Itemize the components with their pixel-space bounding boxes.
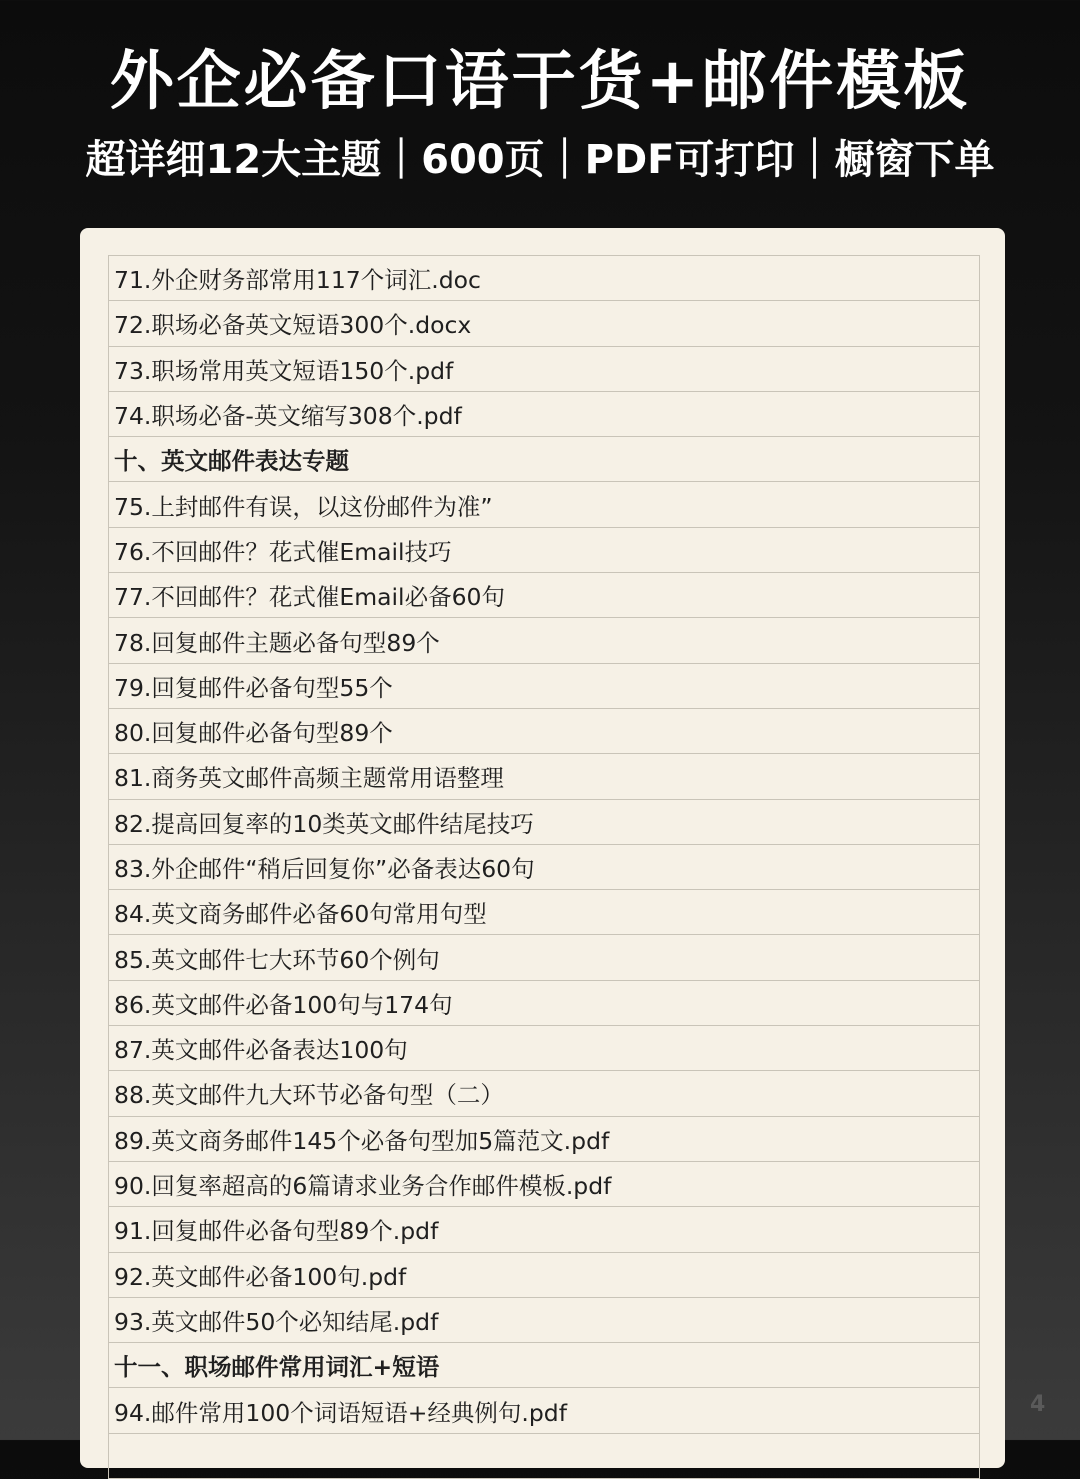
list-item-label: 89.英文商务邮件145个必备句型加5篇范文.pdf	[114, 1126, 610, 1155]
list-item-label: 91.回复邮件必备句型89个.pdf	[114, 1217, 439, 1246]
list-item	[108, 1434, 980, 1479]
list-item	[108, 573, 980, 618]
list-item-label: 79.回复邮件必备句型55个	[114, 673, 393, 702]
list-item	[108, 935, 980, 980]
list-item	[108, 1071, 980, 1116]
list-item	[108, 528, 980, 573]
list-item	[108, 1162, 980, 1207]
list-item-label: 76.不回邮件？花式催Email技巧	[114, 537, 452, 566]
list-item-label: 74.职场必备-英文缩写308个.pdf	[114, 402, 462, 431]
list-item-label: 93.英文邮件50个必知结尾.pdf	[114, 1307, 439, 1336]
list-item-label: 78.回复邮件主题必备句型89个	[114, 628, 440, 657]
list-item	[108, 1388, 980, 1433]
content-card	[80, 228, 1005, 1468]
page-number: 4	[1030, 1392, 1046, 1417]
list-item	[108, 1253, 980, 1298]
list-item-label: 72.职场必备英文短语300个.docx	[114, 311, 472, 340]
list-item	[108, 845, 980, 890]
list-item-label: 82.提高回复率的10类英文邮件结尾技巧	[114, 809, 534, 838]
list-item-label: 77.不回邮件？花式催Email必备60句	[114, 583, 505, 612]
page-title: 外企必备口语干货+邮件模板	[109, 45, 971, 119]
list-item	[108, 1298, 980, 1343]
list-item	[108, 301, 980, 346]
list-item	[108, 347, 980, 392]
list-item	[108, 1207, 980, 1252]
page-subtitle: 超详细12大主题｜600页｜PDF可打印｜橱窗下单	[85, 137, 995, 183]
list-item-label: 94.邮件常用100个词语短语+经典例句.pdf	[114, 1398, 567, 1427]
list-item	[108, 800, 980, 845]
list-item-label: 90.回复率超高的6篇请求业务合作邮件模板.pdf	[114, 1172, 612, 1201]
list-item	[108, 981, 980, 1026]
list-item	[108, 890, 980, 935]
list-item	[108, 754, 980, 799]
list-item	[108, 618, 980, 663]
list-item-label: 73.职场常用英文短语150个.pdf	[114, 356, 454, 385]
list-item	[108, 256, 980, 301]
list-item-label: 75.上封邮件有误，以这份邮件为准”	[114, 492, 493, 521]
list-item-label: 85.英文邮件七大环节60个例句	[114, 945, 440, 974]
list-item-label: 84.英文商务邮件必备60句常用句型	[114, 900, 487, 929]
list-item	[108, 482, 980, 527]
section-header-label: 十、英文邮件表达专题	[114, 447, 349, 476]
list-item	[108, 1117, 980, 1162]
list-item-label: 88.英文邮件九大环节必备句型（二）	[114, 1081, 504, 1110]
section-header	[108, 1343, 980, 1388]
list-item-label: 87.英文邮件必备表达100句	[114, 1036, 408, 1065]
list-item-label: 86.英文邮件必备100句与174句	[114, 990, 453, 1019]
section-header-label: 十一、职场邮件常用词汇+短语	[114, 1353, 440, 1382]
list-item	[108, 664, 980, 709]
section-header	[108, 437, 980, 482]
list-item-label: 92.英文邮件必备100句.pdf	[114, 1262, 407, 1291]
list-item-label: 71.外企财务部常用117个词汇.doc	[114, 266, 481, 295]
list-item-label: 83.外企邮件“稍后回复你”必备表达60句	[114, 855, 535, 883]
list-item	[108, 709, 980, 754]
file-list	[108, 255, 980, 1479]
list-item	[108, 1026, 980, 1071]
list-item-label: 80.回复邮件必备句型89个	[114, 719, 393, 748]
list-item-label: 81.商务英文邮件高频主题常用语整理	[114, 764, 504, 793]
list-item	[108, 392, 980, 437]
